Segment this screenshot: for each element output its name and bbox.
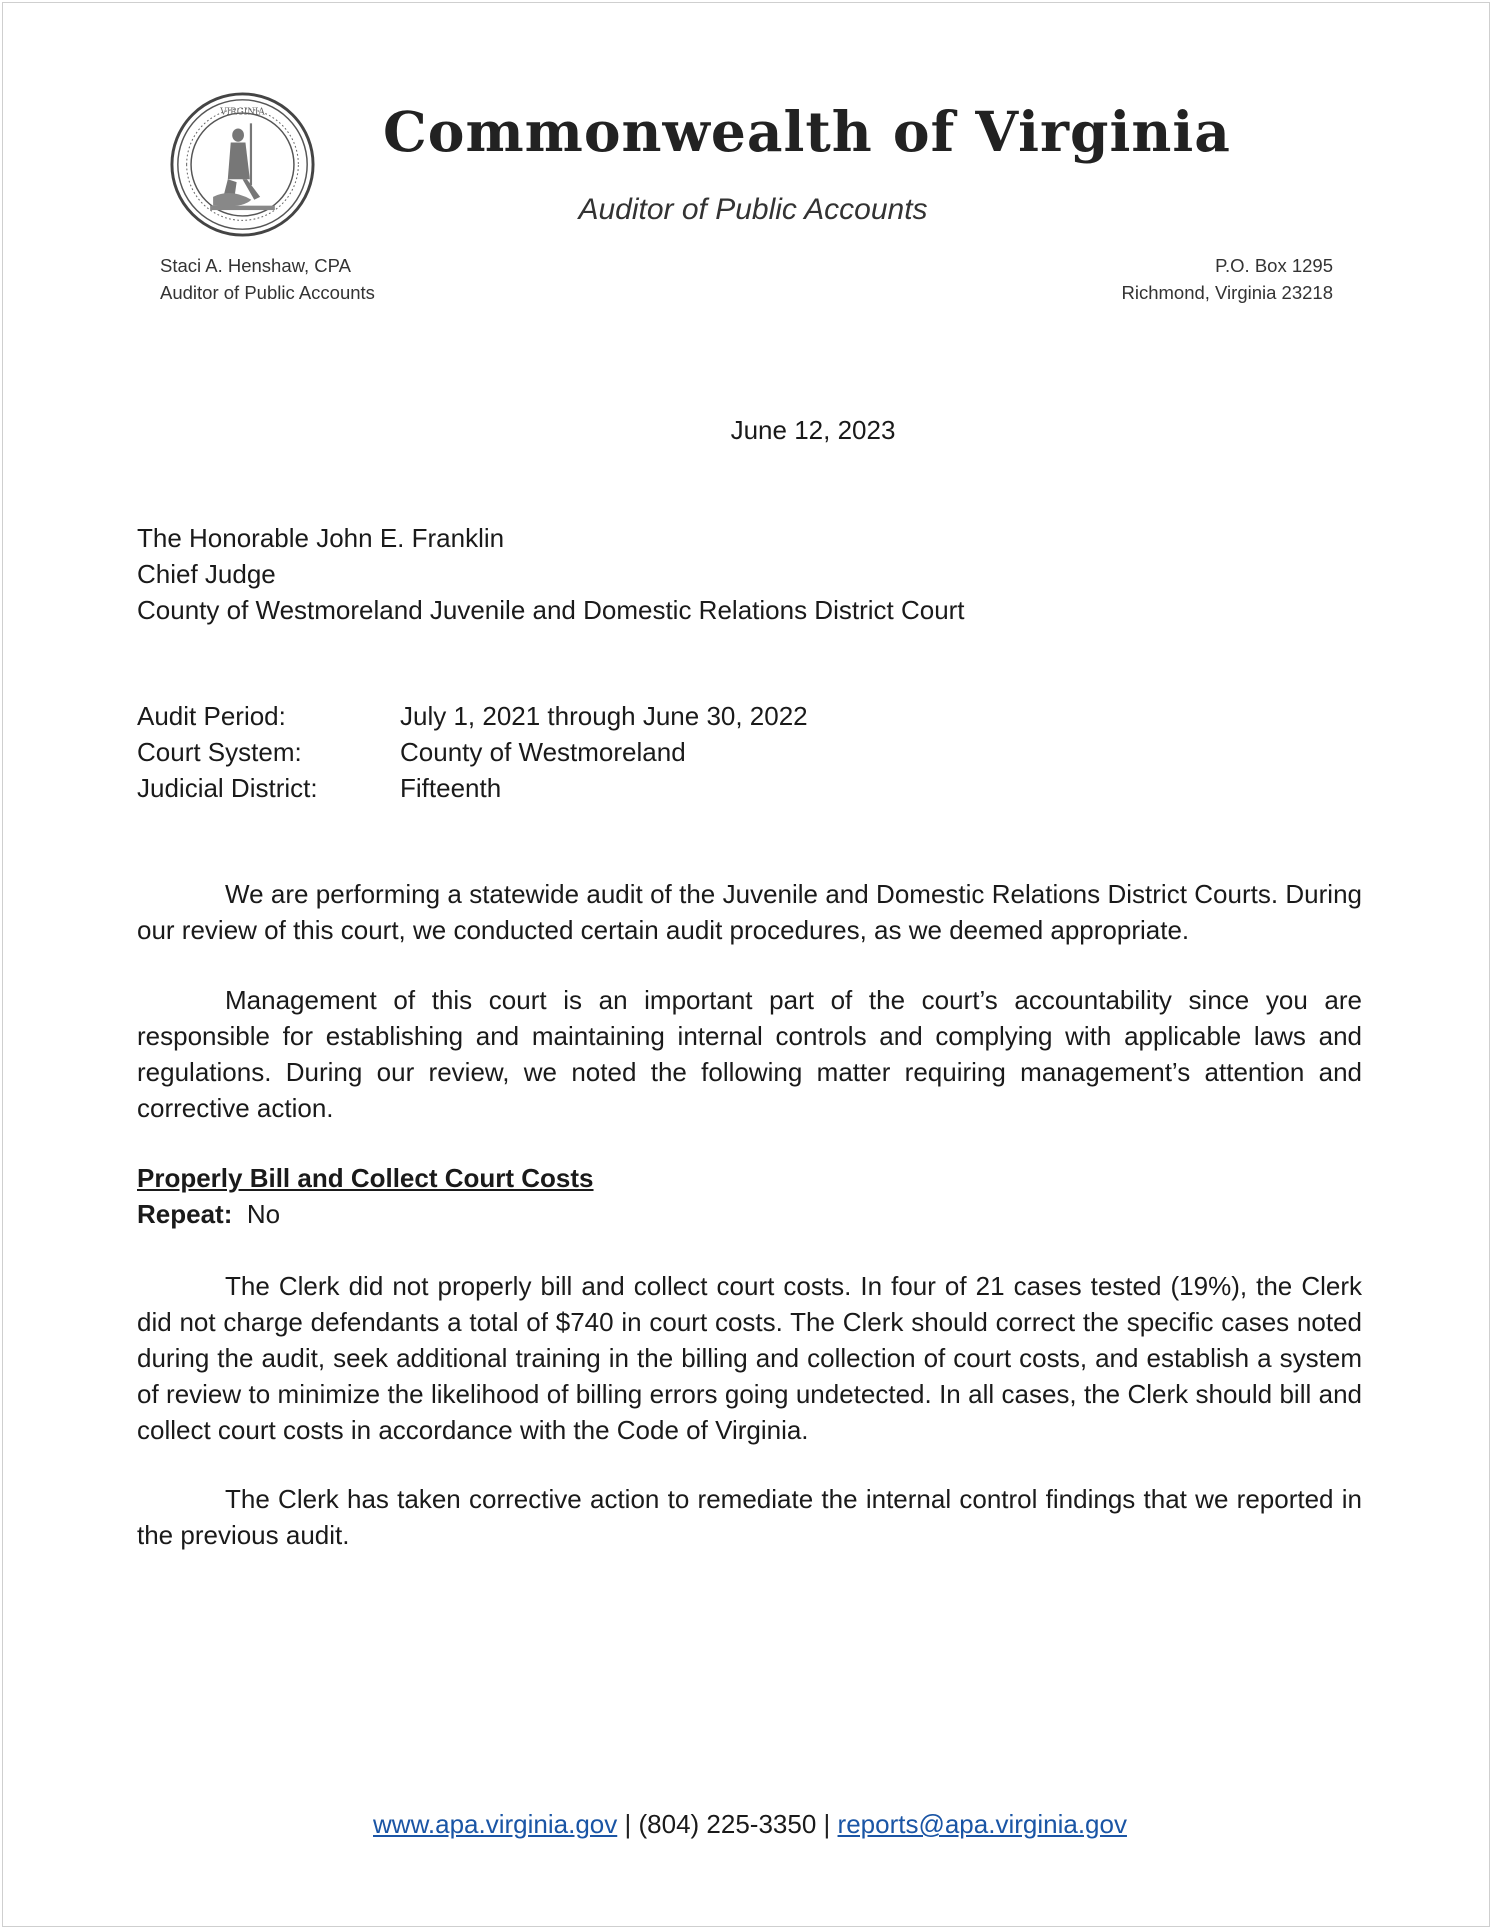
po-box: P.O. Box 1295 (1215, 255, 1333, 276)
svg-text:VIRGINIA: VIRGINIA (220, 107, 265, 118)
mailing-address (1121, 252, 1333, 306)
court-system-row (137, 734, 808, 770)
auditor-signature-block (160, 252, 375, 306)
letter-page (2, 2, 1490, 1927)
closing-paragraph: The Clerk has taken corrective action to remediate the internal control findings that we reported in the previous audit. (137, 1484, 1362, 1550)
finding-paragraph: The Clerk did not properly bill and collect court costs. In four of 21 cases tested (19%), the Clerk did not charge defendants a total of $740 in court costs. The Clerk should correct the specific cases noted during the audit, seek additional training in the billing and collection of court costs, and establish a system of review to minimize the likelihood of billing errors going undetected. In all cases, the Clerk should bill and collect court costs in accordance with the Code of Virginia. (137, 1271, 1362, 1445)
addressee-name: The Honorable John E. Franklin (137, 523, 505, 553)
audit-period-row (137, 698, 808, 734)
masthead-subtitle: Auditor of Public Accounts (578, 193, 928, 226)
masthead-title: Commonwealth of Virginia (383, 99, 1231, 164)
footer-separator: | (624, 1809, 632, 1839)
judicial-district-label: Judicial District: (137, 773, 318, 803)
intro-paragraph: We are performing a statewide audit of the Juvenile and Domestic Relations District Courts. During our review of this court, we conducted certain audit procedures, as we deemed appropriate. (137, 879, 1362, 945)
judicial-district-row (137, 770, 808, 806)
audit-period-value: July 1, 2021 through June 30, 2022 (400, 701, 808, 731)
court-system-value: County of Westmoreland (400, 737, 686, 767)
website-link[interactable]: www.apa.virginia.gov (373, 1809, 618, 1839)
auditor-title: Auditor of Public Accounts (160, 282, 375, 303)
audit-info-block (137, 698, 808, 806)
management-paragraph: Management of this court is an important part of the court’s accountability since you are responsible for establishing and maintaining internal controls and complying with applicable laws and regulations. During our review, we noted the following matter requiring management’s attention and corrective action. (137, 985, 1362, 1123)
audit-period-label: Audit Period: (137, 701, 286, 731)
city-state-zip: Richmond, Virginia 23218 (1121, 282, 1333, 303)
footer-separator: | (823, 1809, 831, 1839)
court-system-label: Court System: (137, 737, 302, 767)
phone-number: (804) 225-3350 (638, 1809, 817, 1839)
addressee-court: County of Westmoreland Juvenile and Domestic Relations District Court (137, 595, 965, 625)
footer-contact (3, 1809, 1494, 1840)
auditor-name: Staci A. Henshaw, CPA (160, 255, 351, 276)
email-link[interactable]: reports@apa.virginia.gov (837, 1809, 1127, 1839)
judicial-district-value: Fifteenth (400, 773, 502, 803)
addressee-block (137, 520, 965, 628)
letter-date: June 12, 2023 (730, 415, 896, 445)
finding-title: Properly Bill and Collect Court Costs (137, 1163, 594, 1193)
virginia-seal-icon (169, 91, 316, 238)
repeat-value: No (246, 1199, 281, 1229)
addressee-title: Chief Judge (137, 559, 276, 589)
repeat-label: Repeat: (137, 1199, 233, 1229)
repeat-line (137, 1196, 280, 1232)
